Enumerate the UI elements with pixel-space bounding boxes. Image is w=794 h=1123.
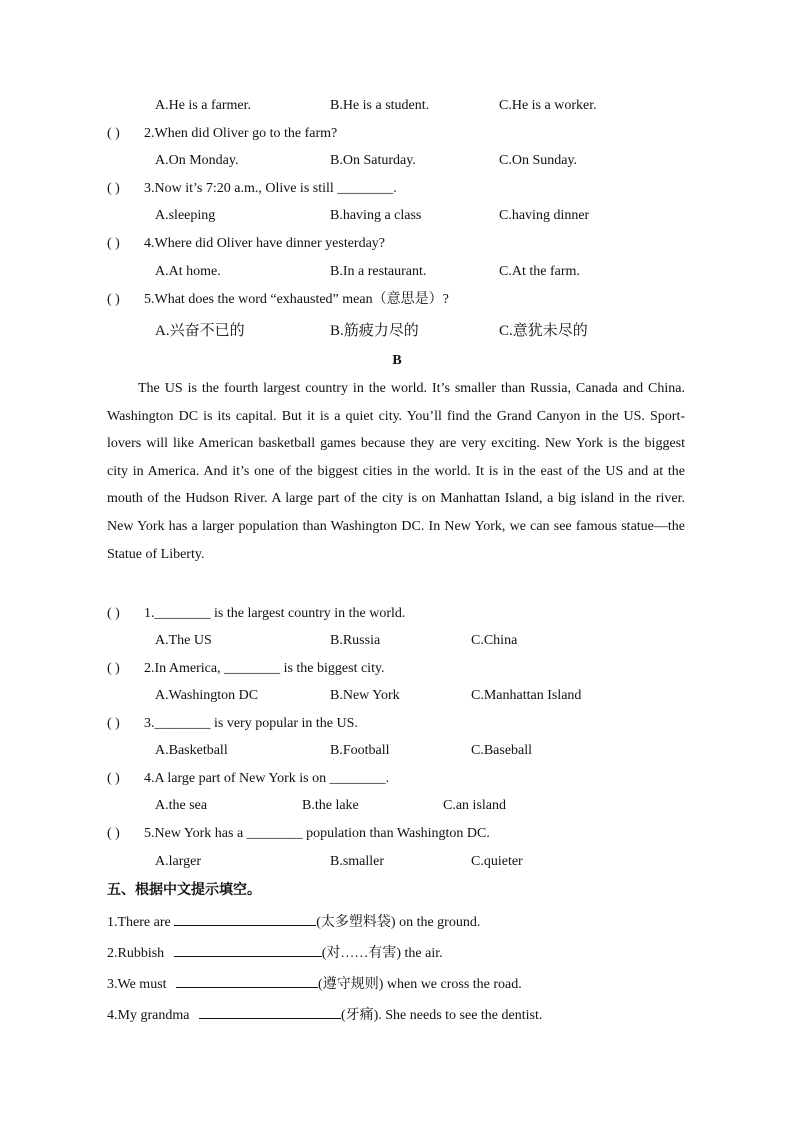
partA-question-4-options [0, 261, 794, 283]
answer-blank[interactable] [176, 973, 318, 988]
question-text: 5.New York has a ________ population than Washington DC. [144, 826, 490, 841]
option-a: A.Washington DC [155, 688, 259, 703]
partB-question-5-options [0, 851, 794, 873]
fill-item-prefix: 1.There are [107, 915, 175, 930]
question-text: 1.________ is the largest country in the world. [144, 606, 406, 621]
option-c: C.He is a worker. [499, 98, 597, 113]
section-b-heading: B [392, 353, 402, 368]
partB-question-5 [0, 823, 794, 845]
option-b: B.In a restaurant. [330, 264, 427, 279]
partA-question-2-options [0, 150, 794, 172]
option-b: B.Football [330, 743, 390, 758]
question-text: 3.Now it’s 7:20 a.m., Olive is still ________. [144, 181, 397, 196]
option-c: C.having dinner [499, 208, 590, 223]
partB-question-3-options [0, 740, 794, 762]
chinese-hint: (牙痛) [340, 1008, 379, 1023]
question-text: 4.Where did Oliver have dinner yesterday? [144, 236, 386, 251]
option-b: B.New York [330, 688, 400, 703]
option-b: B.On Saturday. [330, 153, 416, 168]
answer-bracket[interactable]: ( ) [107, 771, 120, 786]
partA-question-5 [0, 289, 794, 311]
answer-bracket[interactable]: ( ) [107, 126, 120, 141]
option-c: C.On Sunday. [499, 153, 578, 168]
fill-item-suffix: the air. [401, 946, 443, 961]
option-b: B.筋疲力尽的 [330, 323, 419, 339]
option-c: C.an island [443, 798, 506, 813]
reading-passage: The US is the fourth largest country in the world. It’s smaller than Russia, Canada and China. Washington DC is its capital. But it is a quiet city. You’ll find the Grand Canyon in the US. Sport-lovers will like American basketball games because they are very exciting. New York is the biggest city in America. And it’s one of the biggest cities in the world. It is in the east of the US and at the mouth of the Hudson River. A large part of the city is on Manhattan Island, a big island in the river. New York has a larger population than Washington DC. In New York, we can see famous statue—the Statue of Liberty. [107, 381, 685, 562]
option-c: C.Manhattan Island [471, 688, 582, 703]
answer-bracket[interactable]: ( ) [107, 236, 120, 251]
option-c: C.quieter [471, 854, 523, 869]
partB-question-2-options [0, 685, 794, 707]
option-a: A.larger [155, 854, 201, 869]
option-a: A.On Monday. [155, 153, 239, 168]
chinese-hint: (对……有害) [321, 946, 402, 961]
question-text: 5.What does the word “exhausted” mean（意思是）? [144, 292, 449, 307]
partA-q1-options [0, 95, 794, 117]
chinese-hint: (遵守规则) [318, 977, 384, 992]
option-b: B.smaller [330, 854, 385, 869]
fill-item-prefix: 2.Rubbish [107, 946, 168, 961]
partA-question-5-options [0, 320, 794, 342]
answer-bracket[interactable]: ( ) [107, 826, 120, 841]
partB-question-3 [0, 713, 794, 735]
option-a: A.The US [155, 633, 212, 648]
option-b: B.the lake [302, 798, 359, 813]
partA-question-3-options [0, 205, 794, 227]
fill-item-prefix: 3.We must [107, 977, 171, 992]
option-b: B.Russia [330, 633, 381, 648]
partB-question-1-options [0, 630, 794, 652]
option-a: A.兴奋不已的 [155, 323, 245, 339]
option-c: C.Baseball [471, 743, 533, 758]
fill-item-suffix: when we cross the road. [383, 977, 522, 992]
partB-question-1 [0, 603, 794, 625]
option-a: A.Basketball [155, 743, 228, 758]
question-text: 4.A large part of New York is on ________. [144, 771, 390, 786]
option-a: A.At home. [155, 264, 221, 279]
question-text: 2.When did Oliver go to the farm? [144, 126, 338, 141]
option-a: A.the sea [155, 798, 208, 813]
chinese-hint: (太多塑料袋) [316, 915, 396, 930]
answer-blank[interactable] [174, 942, 322, 957]
section-5-title: 五、根据中文提示填空。 [107, 882, 261, 898]
answer-bracket[interactable]: ( ) [107, 292, 120, 307]
answer-bracket[interactable]: ( ) [107, 716, 120, 731]
option-b: B.He is a student. [330, 98, 430, 113]
partA-question-2 [0, 123, 794, 145]
option-c: C.At the farm. [499, 264, 580, 279]
fill-item-4 [107, 1004, 794, 1026]
fill-item-3 [107, 973, 794, 995]
partA-question-4 [0, 233, 794, 255]
option-a: A.sleeping [155, 208, 216, 223]
partB-question-4 [0, 768, 794, 790]
option-c: C.China [471, 633, 518, 648]
fill-item-2 [107, 942, 794, 964]
option-c: C.意犹未尽的 [499, 323, 588, 339]
answer-blank[interactable] [199, 1004, 341, 1019]
fill-item-1 [107, 911, 794, 933]
answer-bracket[interactable]: ( ) [107, 606, 120, 621]
partA-question-3 [0, 178, 794, 200]
question-text: 3.________ is very popular in the US. [144, 716, 358, 731]
partB-question-2 [0, 658, 794, 680]
fill-item-suffix: . She needs to see the dentist. [378, 1008, 543, 1023]
answer-bracket[interactable]: ( ) [107, 661, 120, 676]
option-b: B.having a class [330, 208, 422, 223]
option-a: A.He is a farmer. [155, 98, 252, 113]
answer-blank[interactable] [174, 911, 316, 926]
partB-question-4-options [0, 795, 794, 817]
fill-item-suffix: on the ground. [395, 915, 481, 930]
fill-item-prefix: 4.My grandma [107, 1008, 193, 1023]
answer-bracket[interactable]: ( ) [107, 181, 120, 196]
question-text: 2.In America, ________ is the biggest city. [144, 661, 385, 676]
